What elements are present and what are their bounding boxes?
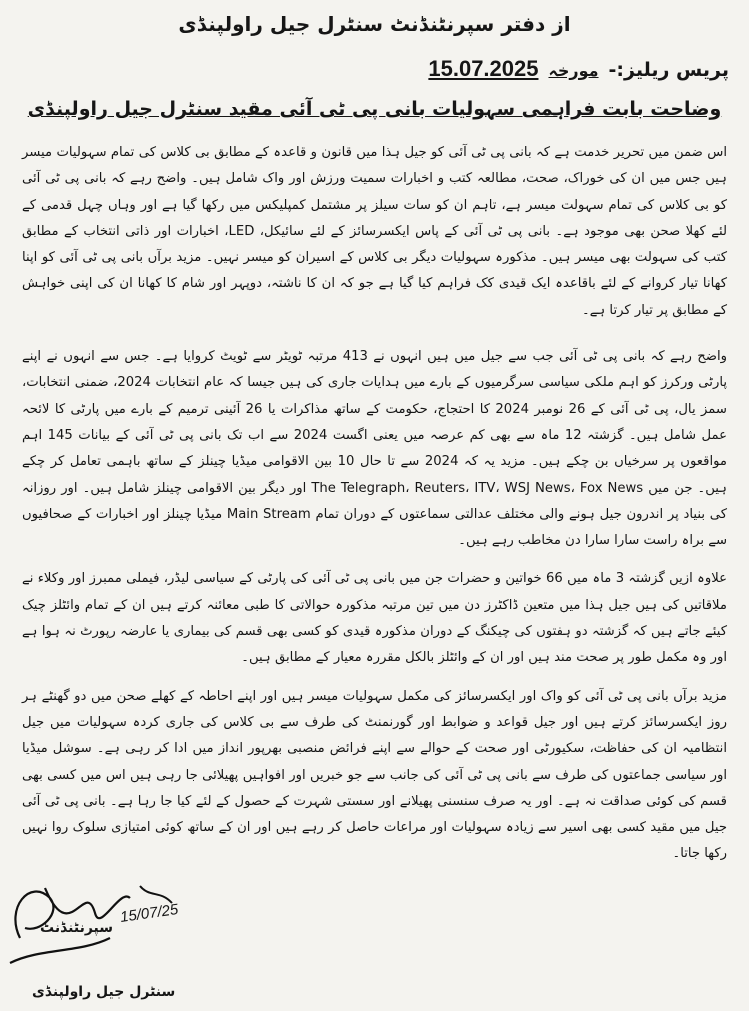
dated-label: مورخہ [548,61,599,80]
paragraph: واضح رہے کہ بانی پی ٹی آئی جب سے جیل میں ہیں انہوں نے 413 مرتبہ ٹویٹر سے ٹویٹ کروایا ہے۔ جس سے انہوں نے اپنے پارٹی ورکرز کو اہم ملکی سیاسی سرگرمیوں کے بارے میں ہدایات جاری کی ہیں جیسا کہ عام انتخابات 2024، ضمنی انتخابات، سمز یال، پی ٹی آئی کے 26 نومبر 2024 کا احتجاج، حکومت کے ساتھ مذاکرات یا 26 آئینی ترمیم کے بارے میں پارٹی کا لائحہ عمل شامل ہیں۔ گزشتہ 12 ماہ سے بھی کم عرصہ میں یعنی اگست 2024 سے اب تک بانی پی ٹی آئی کے بیانات 145 اہم مواقعوں پر سرخیاں بن چکے ہیں۔ مزید یہ کہ 2024 سے تا حال 10 بین الاقوامی میڈیا چینلز کے ساتھ باہمی تعامل کر چکے ہیں۔ جن میں The Telegraph، Reuters، ITV، WSJ News، Fox News اور دیگر بین الاقوامی چینلز شامل ہیں۔ اور روزانہ کی بنیاد پر اندرون جیل ہونے والی مختلف عدالتی سماعتوں کے دوران تمام Main Stream میڈیا چینلز اور اخبارات کے صحافیوں سے براہ راست سارا سارا دن مخاطب رہے ہیں۔ [22,349,728,549]
body-text [22,140,727,880]
signatory-place: سنٹرل جیل راولپنڈی [32,984,176,1000]
release-date: 15.07.2025 [428,56,539,81]
paragraph: مزید برآں بانی پی ٹی آئی کو واک اور ایکسرسائز کی مکمل سہولیات میسر ہیں اور اپنے احاطہ کے کھلے صحن میں دو گھنٹے ہر روز ایکسرسائز کرتے ہیں اور جیل قواعد و ضوابط اور گورنمنٹ کی طرف سے بی کلاس کی جاری کردہ سہولیات میں جیل انتظامیہ ان کی حفاظت، سکیورٹی اور صحت کے حوالے سے اپنے فرائض منصبی بھرپور انداز میں ادا کر رہی ہے۔ سوشل میڈیا اور سیاسی جماعتوں کی طرف سے بانی پی ٹی آئی کی جانب سے جو خبریں اور افواہیں پھیلائی جا رہی ہیں اس میں کسی بھی قسم کی کوئی صداقت نہ ہے۔ اور یہ صرف سنسنی پھیلانے اور سستی شہرت کے حصول کے لئے کیا جا رہا ہے۔ بانی پی ٹی آئی جیل میں مقید کسی بھی اسیر سے زیادہ سہولیات اور مراعات حاصل کر رہے ہیں اور ان کے ساتھ کوئی امتیازی سلوک روا نہیں رکھا جاتا۔ [22,688,727,862]
signatory-title: سپرنٹنڈنٹ [40,920,114,936]
subject-line: وضاحت بابت فراہمی سہولیات بانی پی ٹی آئی مقید سنٹرل جیل راولپنڈی [27,98,722,120]
office-header: از دفتر سپرنٹنڈنٹ سنٹرل جیل راولپنڈی [178,12,571,36]
signature-date: 15/07/25 [119,901,180,926]
paragraph: علاوہ ازیں گزشتہ 3 ماہ میں 66 خواتین و حضرات جن میں بانی پی ٹی آئی کی پارٹی کے سیاسی لیڈر، فیملی ممبرز اور وکلاء نے ملاقاتیں کی ہیں جیل ہذا میں متعین ڈاکٹرز دن میں تین مرتبہ مذکورہ حوالاتی کا طبی معائنہ کرتے ہیں ان کے تمام وائٹلز چیک کیئے جاتے ہیں کہ گزشتہ دو ہفتوں کی چیکنگ کے دوران مذکورہ قیدی کو کسی بھی قسم کی بیماری یا عارضہ رپورٹ نہ ہوا ہے اور وہ مکمل طور پر صحت مند ہیں اور ان کے وائٹلز بالکل مقررہ معیار کے مطابق ہیں۔ [22,571,727,666]
press-release-label: پریس ریلیز:- [608,59,729,81]
paragraph: اس ضمن میں تحریر خدمت ہے کہ بانی پی ٹی آئی کو جیل ہذا میں قانون و قاعدہ کے مطابق بی کلاس کی تمام سہولیات میسر ہیں جس میں ان کی خوراک، صحت، مطالعہ کتب و اخبارات سمیت ورزش اور واک شامل ہیں۔ واضح رہے کہ بانی پی ٹی آئی کو بی کلاس کی تمام سہولت میسر ہے، تاہم ان کو سات سیلز پر مشتمل کمپلیکس میں رکھا گیا ہے اور وہاں چہل قدمی کے لئے کھلا صحن بھی موجود ہے۔ بانی پی ٹی آئی کے پاس ایکسرسائز کے لئے سائیکل، LED، اخبارات اور ذاتی انتخاب کے مطابق کتب کی سہولت بھی میسر ہیں۔ مذکورہ سہولیات دیگر بی کلاس کے اسیران کو میسر نہیں۔ مزید برآں بانی پی ٹی آئی کو اپنا کھانا تیار کروانے کے لئے باقاعدہ ایک قیدی کک فراہم کیا گیا ہے جو کہ ان کا ناشتہ، دوپہر اور شام کا کھانا ان کی اپنی خواہش کے مطابق پر تیار کرتا ہے۔ [22,145,727,318]
release-row [20,56,729,82]
